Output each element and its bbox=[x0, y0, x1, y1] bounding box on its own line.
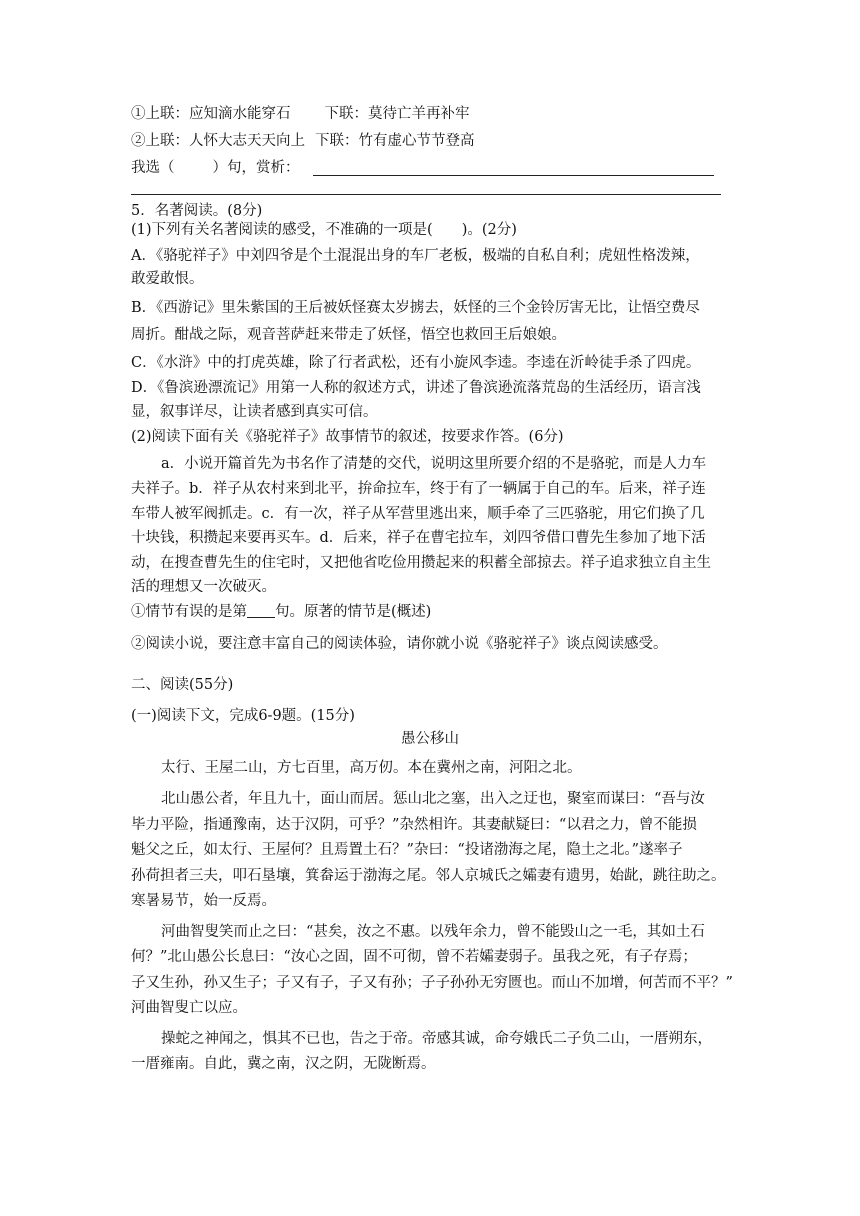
q5-answer-1 bbox=[131, 602, 431, 622]
passage-line7: 河曲智叟笑而止之曰：“甚矣，汝之不惠。以残年余力，曾不能毁山之一毛，其如土石 bbox=[161, 924, 705, 940]
plot-paragraph-line3: 车带人被军阀抓走。c．有一次，祥子从军营里逃出来，顺手牵了三匹骆驼，用它们换了几 bbox=[131, 506, 705, 522]
q5-answer-1-suffix: 句。原著的情节是(概述) bbox=[275, 604, 432, 620]
passage-line4: 魁父之丘，如太行、王屋何？且焉置土石？”杂曰：“投诸渤海之尾，隐土之北。”遂率子 bbox=[131, 842, 683, 858]
couplet-1-upper: ①上联：应知滴水能穿石 bbox=[131, 106, 291, 122]
q5-sub2: (2)阅读下面有关《骆驼祥子》故事情节的叙述，按要求作答。(6分) bbox=[131, 429, 564, 445]
passage-line11: 操蛇之神闻之，惧其不已也，告之于帝。帝感其诚，命夸娥氏二子负二山，一厝朔东， bbox=[161, 1031, 712, 1047]
couplet-2-lower: 下联：竹有虚心节节登高 bbox=[315, 133, 475, 149]
q5-option-d-line1: D．《鲁滨逊漂流记》用第一人称的叙述方式，讲述了鲁滨逊流落荒岛的生活经历，语言浅 bbox=[131, 380, 701, 396]
q5-option-a-line2: 敢爱敢恨。 bbox=[131, 271, 204, 287]
q5-option-b-line2: 周折。酣战之际，观音菩萨赶来带走了妖怪，悟空也救回王后娘娘。 bbox=[131, 327, 566, 343]
q5-option-a-line1: A．《骆驼祥子》中刘四爷是个土混混出身的车厂老板，极端的自私自利；虎妞性格泼辣， bbox=[131, 248, 700, 264]
passage-line12: 一厝雍南。自此，冀之南，汉之阴，无陇断焉。 bbox=[131, 1056, 436, 1072]
plot-paragraph-line2: 夫祥子。b．祥子从农村来到北平，拚命拉车，终于有了一辆属于自己的车。后来，祥子连 bbox=[131, 481, 706, 497]
plot-paragraph-line6: 活的理想又一次破灭。 bbox=[131, 579, 276, 595]
passage-line2: 北山愚公者，年且九十，面山而居。惩山北之塞，出入之迂也，聚室而谋曰：“吾与汝 bbox=[161, 791, 705, 807]
plot-paragraph-line5: 动，在搜查曹先生的住宅时，又把他省吃俭用攒起来的积蓄全部掠去。祥子追求独立自主生 bbox=[131, 555, 711, 571]
passage-line5: 孙荷担者三夫，叩石垦壤，箕畚运于渤海之尾。邻人京城氏之孀妻有遗男，始龀，跳往助之。 bbox=[131, 868, 726, 884]
passage-line6: 寒暑易节，始一反焉。 bbox=[131, 893, 276, 909]
choose-line bbox=[131, 158, 300, 178]
q5-sub1: (1)下列有关名著阅读的感受，不准确的一项是( )。(2分) bbox=[131, 222, 517, 238]
couplet-1 bbox=[131, 104, 470, 124]
passage-line1: 太行、王屋二山，方七百里，高万仞。本在冀州之南，河阳之北。 bbox=[161, 760, 582, 776]
couplet-1-lower: 下联：莫待亡羊再补牢 bbox=[324, 106, 470, 122]
choose-suffix: ）句，赏析： bbox=[212, 160, 300, 176]
q5-option-d-line2: 显，叙事详尽，让读者感到真实可信。 bbox=[131, 404, 378, 420]
answer-line-1[interactable] bbox=[313, 175, 714, 176]
part2-sub1: (一)阅读下文，完成6-9题。(15分) bbox=[131, 708, 355, 724]
passage-line9: 子又生孙，孙又生子；子又有子，子又有孙；子子孙孙无穷匮也。而山不加增，何苦而不平？” bbox=[131, 975, 733, 991]
answer-line-2[interactable] bbox=[131, 194, 721, 195]
passage-title: 愚公移山 bbox=[401, 731, 459, 747]
passage-line3: 毕力平险，指通豫南，达于汉阴，可乎？”杂然相许。其妻献疑曰：“以君之力，曾不能损 bbox=[131, 817, 697, 833]
couplet-2-upper: ②上联：人怀大志天天向上 bbox=[131, 133, 305, 149]
q5-answer-1-prefix: ①情节有误的是第 bbox=[131, 604, 247, 620]
passage-line10: 河曲智叟亡以应。 bbox=[131, 1000, 247, 1016]
q5-option-b-line1: B．《西游记》里朱紫国的王后被妖怪赛太岁掳去，妖怪的三个金铃厉害无比，让悟空费尽 bbox=[131, 300, 700, 316]
plot-paragraph-line4: 十块钱，积攒起来要再买车。d．后来，祥子在曹宅拉车，刘四爷借口曹先生参加了地下活 bbox=[131, 530, 706, 546]
q5-option-c-line1: C．《水浒》中的打虎英雄，除了行者武松，还有小旋风李逵。李逵在沂岭徒手杀了四虎。 bbox=[131, 355, 701, 371]
q5-answer-2: ②阅读小说，要注意丰富自己的阅读体验，请你就小说《骆驼祥子》谈点阅读感受。 bbox=[131, 636, 668, 652]
part2-heading: 二、阅读(55分) bbox=[131, 677, 234, 693]
couplet-2 bbox=[131, 131, 475, 151]
choose-prefix: 我选（ bbox=[131, 160, 175, 176]
plot-paragraph-line1: a．小说开篇首先为书名作了清楚的交代，说明这里所要介绍的不是骆驼，而是人力车 bbox=[161, 456, 707, 472]
q5-answer-1-blank[interactable] bbox=[247, 603, 275, 618]
passage-line8: 何？”北山愚公长息曰：“汝心之固，固不可彻，曾不若孀妻弱子。虽我之死，有子存焉； bbox=[131, 949, 697, 965]
q5-heading: 5．名著阅读。(8分) bbox=[131, 203, 263, 219]
